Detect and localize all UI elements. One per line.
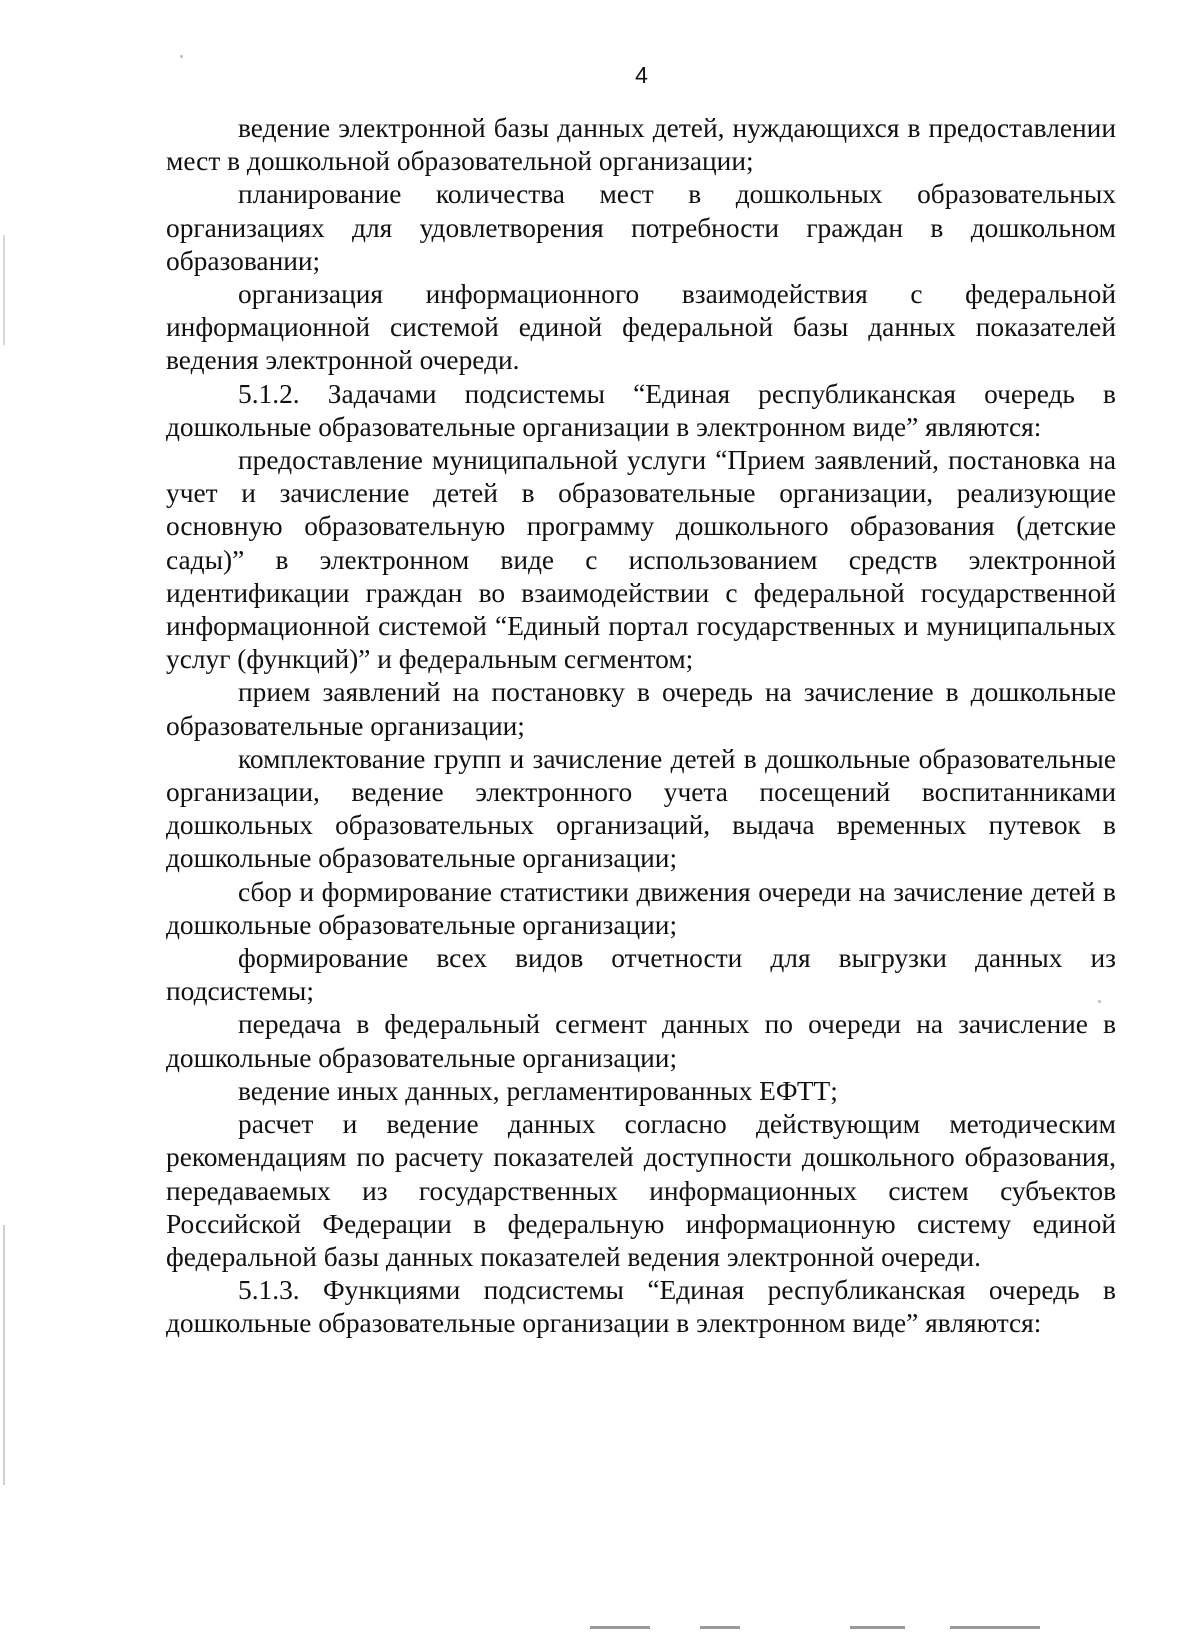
paragraph-group-staffing: комплектование групп и зачисление детей в дошкольные образовательные организации, ведение электронного учета посещений воспитанниками дошкольных образовательных организаций, выдача временных путевок в дошкольные образовательные организации;: [166, 743, 1116, 874]
paragraph-planning-places: планирование количества мест в дошкольных образовательных организациях для удовлетворения потребности граждан в дошкольном образовании;: [166, 179, 1116, 276]
paragraph-statistics: сбор и формирование статистики движения очереди на зачисление детей в дошкольные образовательные организации;: [166, 876, 1116, 940]
document-body: [166, 112, 1116, 1341]
scan-edge-mark: [3, 235, 5, 345]
paragraph-section-5-1-3: 5.1.3. Функциями подсистемы “Единая республиканская очередь в дошкольные образовательные организации в электронном виде” являются:: [166, 1275, 1116, 1339]
paragraph-electronic-database: ведение электронной базы данных детей, нуждающихся в предоставлении мест в дошкольной образовательной организации;: [166, 113, 1116, 177]
scan-speck: [180, 55, 183, 58]
paragraph-information-interaction: организация информационного взаимодействия с федеральной информационной системой единой федеральной базы данных показателей ведения электронной очереди.: [166, 279, 1116, 376]
page-number: 4: [635, 62, 648, 88]
paragraph-section-5-1-2: 5.1.2. Задачами подсистемы “Единая республиканская очередь в дошкольные образовательные организации в электронном виде” являются:: [166, 378, 1116, 442]
paragraph-application-intake: прием заявлений на постановку в очередь на зачисление в дошкольные образовательные организации;: [166, 677, 1116, 741]
paragraph-calculation: расчет и ведение данных согласно действующим методическим рекомендациям по расчету показателей доступности дошкольного образования, передаваемых из государственных информационных систем субъектов Российской Федерации в федеральную информационную систему единой федеральной базы данных показателей ведения электронной очереди.: [166, 1109, 1116, 1272]
scan-bottom-artifacts: [590, 1626, 1110, 1632]
paragraph-federal-transfer: передача в федеральный сегмент данных по очереди на зачисление в дошкольные образовательные организации;: [166, 1009, 1116, 1073]
paragraph-reporting: формирование всех видов отчетности для выгрузки данных из подсистемы;: [166, 943, 1116, 1007]
paragraph-municipal-service: предоставление муниципальной услуги “Прием заявлений, постановка на учет и зачисление детей в образовательные организации, реализующие основную образовательную программу дошкольного образования (детские сады)” в электронном виде с использованием средств электронной идентификации граждан во взаимодействии с федеральной государственной информационной системой “Единый портал государственных и муниципальных услуг (функций)” и федеральным сегментом;: [166, 445, 1116, 675]
scan-edge-mark: [3, 1225, 5, 1485]
paragraph-other-data: ведение иных данных, регламентированных ЕФТТ;: [238, 1075, 838, 1106]
